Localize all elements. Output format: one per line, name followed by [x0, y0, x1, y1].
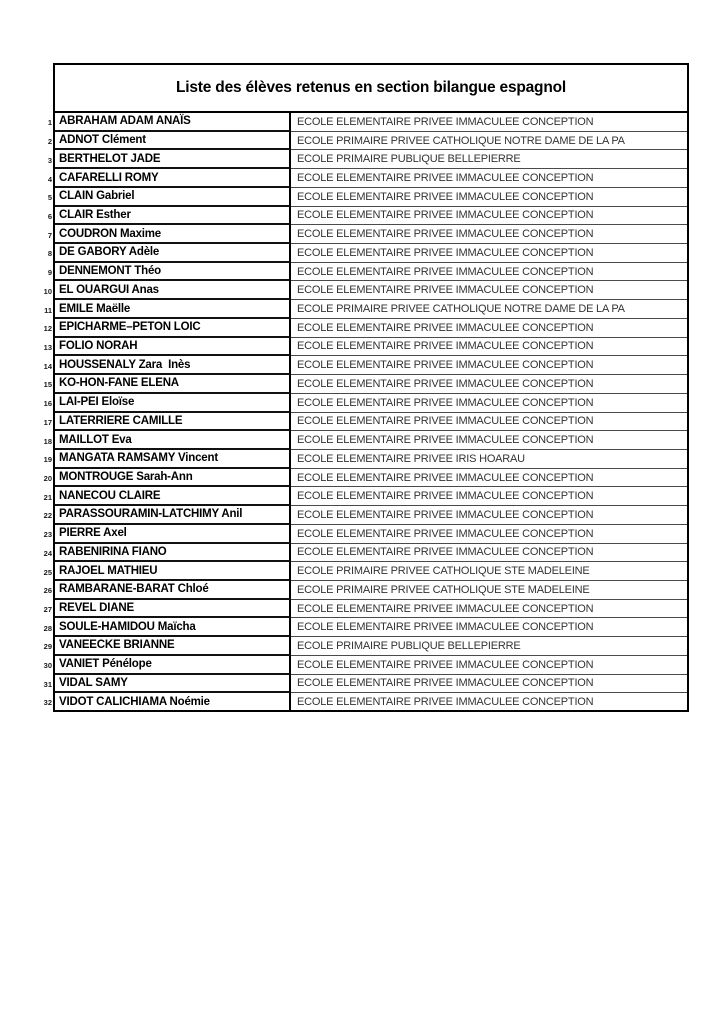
row-number: 31: [43, 679, 52, 689]
student-name-cell: MAILLOT Eva: [55, 431, 291, 450]
row-number: 21: [43, 492, 52, 502]
table-row: [47, 244, 687, 263]
table-row: [43, 693, 687, 710]
table-row: [43, 375, 687, 394]
table-row: [44, 300, 687, 319]
row-number: 18: [43, 436, 52, 446]
table-row: [47, 263, 687, 282]
students-table: [43, 63, 689, 712]
school-name-cell: ECOLE ELEMENTAIRE PRIVEE IMMACULEE CONCEPTION: [291, 169, 687, 188]
school-name-cell: ECOLE PRIMAIRE PRIVEE CATHOLIQUE STE MADELEINE: [291, 581, 687, 600]
school-name-cell: ECOLE ELEMENTAIRE PRIVEE IMMACULEE CONCEPTION: [291, 319, 687, 338]
row-number: 6: [47, 211, 52, 221]
student-name-cell: VIDOT CALICHIAMA Noémie: [55, 693, 291, 710]
table-row: [43, 469, 687, 488]
row-number: 28: [43, 623, 52, 633]
row-number: 2: [47, 136, 52, 146]
table-title-row: [55, 65, 687, 113]
student-name-cell: ABRAHAM ADAM ANAÏS: [55, 113, 291, 132]
row-number: 11: [44, 305, 52, 315]
school-name-cell: ECOLE ELEMENTAIRE PRIVEE IMMACULEE CONCEPTION: [291, 525, 687, 544]
row-number: 25: [43, 567, 52, 577]
table-row: [43, 413, 687, 432]
school-name-cell: ECOLE PRIMAIRE PRIVEE CATHOLIQUE NOTRE DAME DE LA PA: [291, 132, 687, 151]
student-name-cell: RABENIRINA FIANO: [55, 544, 291, 563]
student-name-cell: VANEECKE BRIANNE: [55, 637, 291, 656]
student-name-cell: SOULE-HAMIDOU Maïcha: [55, 618, 291, 637]
row-number: 16: [43, 398, 52, 408]
school-name-cell: ECOLE PRIMAIRE PRIVEE CATHOLIQUE STE MADELEINE: [291, 562, 687, 581]
student-name-cell: LAI-PEI Eloïse: [55, 394, 291, 413]
table-row: [43, 356, 687, 375]
table-row: [43, 675, 687, 694]
student-name-cell: EPICHARME–PETON LOIC: [55, 319, 291, 338]
table-row: [43, 319, 687, 338]
table-row: [43, 562, 687, 581]
row-number: 9: [47, 267, 52, 277]
student-name-cell: LATERRIERE CAMILLE: [55, 413, 291, 432]
school-name-cell: ECOLE ELEMENTAIRE PRIVEE IMMACULEE CONCEPTION: [291, 375, 687, 394]
student-name-cell: VANIET Pénélope: [55, 656, 291, 675]
row-number: 14: [43, 361, 52, 371]
school-name-cell: ECOLE ELEMENTAIRE PRIVEE IMMACULEE CONCEPTION: [291, 431, 687, 450]
row-number: 13: [43, 342, 52, 352]
table-row: [43, 525, 687, 544]
student-name-cell: FOLIO NORAH: [55, 338, 291, 357]
row-number: 10: [43, 286, 52, 296]
school-name-cell: ECOLE ELEMENTAIRE PRIVEE IMMACULEE CONCEPTION: [291, 675, 687, 694]
school-name-cell: ECOLE ELEMENTAIRE PRIVEE IMMACULEE CONCEPTION: [291, 225, 687, 244]
student-name-cell: COUDRON Maxime: [55, 225, 291, 244]
table-row: [43, 506, 687, 525]
student-name-cell: RAJOEL MATHIEU: [55, 562, 291, 581]
student-name-cell: DE GABORY Adèle: [55, 244, 291, 263]
row-number: 19: [43, 455, 52, 465]
table-row: [47, 207, 687, 226]
student-name-cell: NANECOU CLAIRE: [55, 487, 291, 506]
row-number: 26: [43, 586, 52, 596]
row-number: 8: [47, 249, 52, 259]
student-name-cell: PIERRE Axel: [55, 525, 291, 544]
table-row: [47, 225, 687, 244]
table-row: [43, 637, 687, 656]
student-name-cell: MANGATA RAMSAMY Vincent: [55, 450, 291, 469]
table-row: [43, 450, 687, 469]
school-name-cell: ECOLE ELEMENTAIRE PRIVEE IMMACULEE CONCEPTION: [291, 656, 687, 675]
row-number: 24: [43, 548, 52, 558]
school-name-cell: ECOLE ELEMENTAIRE PRIVEE IMMACULEE CONCEPTION: [291, 600, 687, 619]
school-name-cell: ECOLE PRIMAIRE PRIVEE CATHOLIQUE NOTRE DAME DE LA PA: [291, 300, 687, 319]
table-row: [43, 431, 687, 450]
school-name-cell: ECOLE ELEMENTAIRE PRIVEE IMMACULEE CONCEPTION: [291, 506, 687, 525]
table-title: Liste des élèves retenus en section bilangue espagnol: [176, 79, 566, 96]
school-name-cell: ECOLE ELEMENTAIRE PRIVEE IMMACULEE CONCEPTION: [291, 188, 687, 207]
student-name-cell: ADNOT Clément: [55, 132, 291, 151]
student-name-cell: CLAIR Esther: [55, 207, 291, 226]
row-number: 30: [43, 661, 52, 671]
table-row: [47, 169, 687, 188]
table-row: [47, 188, 687, 207]
school-name-cell: ECOLE ELEMENTAIRE PRIVEE IMMACULEE CONCEPTION: [291, 618, 687, 637]
table-row: [43, 487, 687, 506]
school-name-cell: ECOLE ELEMENTAIRE PRIVEE IMMACULEE CONCEPTION: [291, 487, 687, 506]
row-number: 3: [47, 155, 52, 165]
row-number: 23: [43, 530, 52, 540]
table-row: [47, 132, 687, 151]
student-name-cell: PARASSOURAMIN-LATCHIMY Anil: [55, 506, 291, 525]
student-name-cell: DENNEMONT Théo: [55, 263, 291, 282]
row-number: 15: [43, 380, 52, 390]
table-row: [43, 600, 687, 619]
row-number: 17: [43, 417, 52, 427]
student-name-cell: VIDAL SAMY: [55, 675, 291, 694]
school-name-cell: ECOLE ELEMENTAIRE PRIVEE IMMACULEE CONCEPTION: [291, 413, 687, 432]
school-name-cell: ECOLE ELEMENTAIRE PRIVEE IMMACULEE CONCEPTION: [291, 281, 687, 300]
student-name-cell: HOUSSENALY Zara Inès: [55, 356, 291, 375]
row-number: 20: [43, 473, 52, 483]
table-row: [43, 581, 687, 600]
table-row: [43, 544, 687, 563]
row-number: 29: [43, 642, 52, 652]
student-name-cell: EL OUARGUI Anas: [55, 281, 291, 300]
row-number: 32: [43, 697, 52, 707]
table-row: [47, 113, 687, 132]
school-name-cell: ECOLE ELEMENTAIRE PRIVEE IMMACULEE CONCEPTION: [291, 338, 687, 357]
school-name-cell: ECOLE ELEMENTAIRE PRIVEE IMMACULEE CONCEPTION: [291, 113, 687, 132]
school-name-cell: ECOLE ELEMENTAIRE PRIVEE IRIS HOARAU: [291, 450, 687, 469]
student-name-cell: REVEL DIANE: [55, 600, 291, 619]
table-row: [47, 150, 687, 169]
student-name-cell: CLAIN Gabriel: [55, 188, 291, 207]
table-row: [43, 281, 687, 300]
table-row: [43, 618, 687, 637]
student-name-cell: CAFARELLI ROMY: [55, 169, 291, 188]
school-name-cell: ECOLE PRIMAIRE PUBLIQUE BELLEPIERRE: [291, 150, 687, 169]
school-name-cell: ECOLE ELEMENTAIRE PRIVEE IMMACULEE CONCEPTION: [291, 244, 687, 263]
school-name-cell: ECOLE PRIMAIRE PUBLIQUE BELLEPIERRE: [291, 637, 687, 656]
student-name-cell: BERTHELOT JADE: [55, 150, 291, 169]
school-name-cell: ECOLE ELEMENTAIRE PRIVEE IMMACULEE CONCEPTION: [291, 263, 687, 282]
student-name-cell: RAMBARANE-BARAT Chloé: [55, 581, 291, 600]
row-number: 7: [47, 230, 52, 240]
school-name-cell: ECOLE ELEMENTAIRE PRIVEE IMMACULEE CONCEPTION: [291, 469, 687, 488]
school-name-cell: ECOLE ELEMENTAIRE PRIVEE IMMACULEE CONCEPTION: [297, 695, 594, 708]
school-name-cell: ECOLE ELEMENTAIRE PRIVEE IMMACULEE CONCEPTION: [291, 207, 687, 226]
student-name-cell: MONTROUGE Sarah-Ann: [55, 469, 291, 488]
row-number: 27: [43, 604, 52, 614]
row-number: 12: [43, 324, 52, 334]
school-name-cell: ECOLE ELEMENTAIRE PRIVEE IMMACULEE CONCEPTION: [291, 356, 687, 375]
table-row: [43, 656, 687, 675]
row-number: 5: [47, 193, 52, 203]
student-name-cell: EMILE Maëlle: [55, 300, 291, 319]
row-number: 1: [47, 118, 52, 128]
row-number: 22: [43, 511, 52, 521]
school-name-cell: ECOLE ELEMENTAIRE PRIVEE IMMACULEE CONCEPTION: [291, 394, 687, 413]
table-row: [43, 394, 687, 413]
student-name-cell: KO-HON-FANE ELENA: [55, 375, 291, 394]
table-row: [43, 338, 687, 357]
row-number: 4: [47, 174, 52, 184]
rows-container: [43, 113, 687, 710]
school-name-cell: ECOLE ELEMENTAIRE PRIVEE IMMACULEE CONCEPTION: [291, 544, 687, 563]
